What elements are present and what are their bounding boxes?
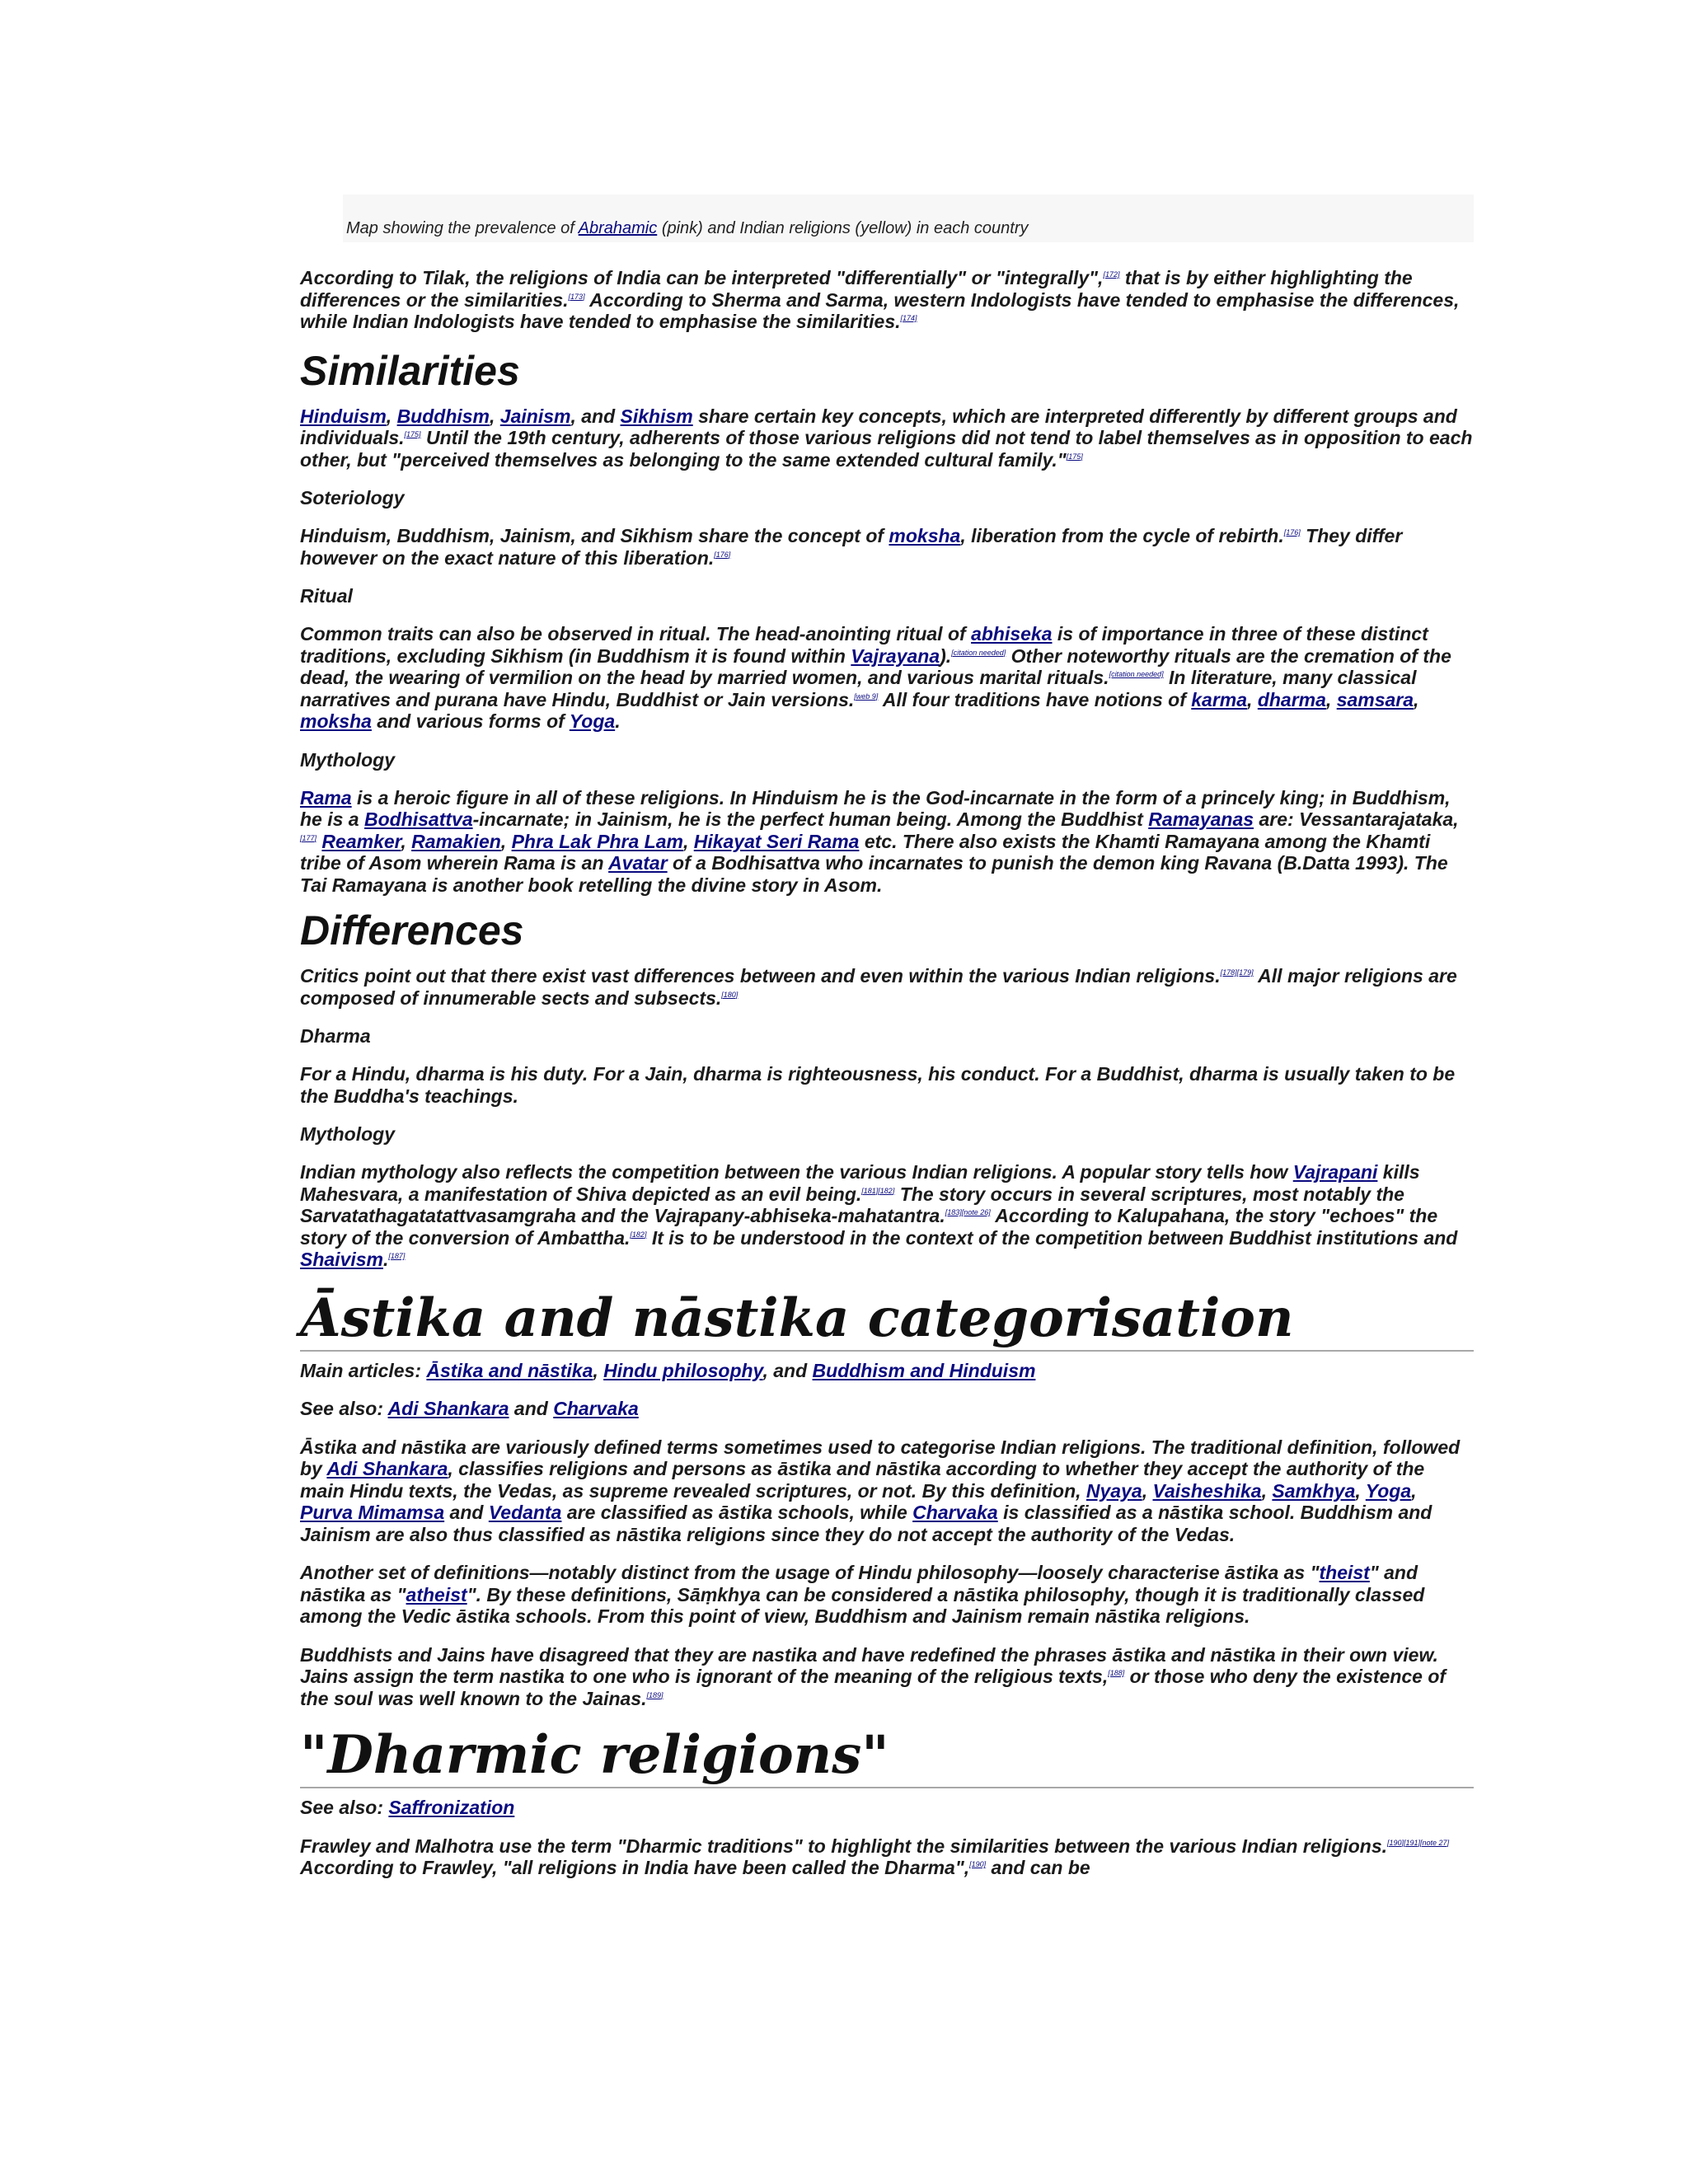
heading-dharmic-religions: "Dharmic religions" xyxy=(300,1726,1474,1788)
heading-astika-nastika: Āstika and nāstika categorisation xyxy=(300,1289,1474,1352)
link-vajrayana[interactable]: Vajrayana xyxy=(851,644,940,667)
link-samsara[interactable]: samsara xyxy=(1336,688,1414,710)
link-buddhism-and-hinduism[interactable]: Buddhism and Hinduism xyxy=(812,1359,1036,1381)
citation-ref[interactable]: [187] xyxy=(388,1252,406,1260)
citation-ref[interactable]: [172] xyxy=(1103,270,1120,279)
citation-ref[interactable]: [190][191][note 27] xyxy=(1387,1838,1450,1847)
citation-ref[interactable]: [180] xyxy=(721,990,738,999)
main-articles-note: Main articles: Āstika and nāstika, Hindu philosophy, and Buddhism and Hinduism xyxy=(300,1359,1036,1381)
link-avatar[interactable]: Avatar xyxy=(608,852,668,874)
astika-paragraph-3: Buddhists and Jains have disagreed that they are nastika and have redefined the phrases āstika and nāstika in their own view. Jains assign the term nastika to one who is ignorant of the meaning of the religious texts,[188] or those who deny the existence of the soul was well known to the Jainas.[189] xyxy=(300,1643,1447,1709)
link-abhiseka[interactable]: abhiseka xyxy=(971,623,1053,644)
citation-ref[interactable]: [174] xyxy=(900,314,917,322)
heading-mythology-differences: Mythology xyxy=(300,1123,395,1145)
dharmic-paragraph: Frawley and Malhotra use the term "Dharmic traditions" to highlight the similarities between the various Indian religions.[190][191][note 27] According to Frawley, "all religions in India have been called the Dharma",[190] and can be xyxy=(300,1835,1450,1878)
link-saffronization[interactable]: Saffronization xyxy=(388,1797,515,1818)
ritual-paragraph: Common traits can also be observed in ritual. The head-anointing ritual of abhiseka is of importance in three of these distinct traditions, excluding Sikhism (in Buddhism it is found within Vajrayana).[citation needed] Other noteworthy rituals are the cremation of the dead, the wearing of vermilion on the head by married women, and various marital rituals.[citation needed] In literature, many classical narratives and purana have Hindu, Buddhist or Jain versions.[web 9] All four traditions have notions of karma, dharma, samsara, moksha and various forms of Yoga. xyxy=(300,623,1451,732)
link-moksha[interactable]: moksha xyxy=(300,710,372,732)
link-vaisheshika[interactable]: Vaisheshika xyxy=(1152,1479,1262,1502)
figure-caption: Map showing the prevalence of Abrahamic (pink) and Indian religions (yellow) in each country xyxy=(346,219,1029,237)
citation-needed[interactable]: [citation needed] xyxy=(951,648,1006,657)
citation-ref[interactable]: [web 9] xyxy=(854,691,879,701)
link-buddhism[interactable]: Buddhism xyxy=(396,405,490,427)
link-vajrapani[interactable]: Vajrapani xyxy=(1292,1161,1378,1183)
link-vedanta[interactable]: Vedanta xyxy=(488,1502,562,1523)
link-samkhya[interactable]: Samkhya xyxy=(1272,1479,1356,1502)
link-charvaka[interactable]: Charvaka xyxy=(553,1398,639,1419)
citation-ref[interactable]: [182] xyxy=(630,1230,647,1239)
astika-paragraph-1: Āstika and nāstika are variously defined terms sometimes used to categorise Indian religions. The traditional definition, followed by Adi Shankara, classifies religions and persons as āstika and nāstika according to whether they accept the authority of the main Hindu texts, the Vedas, as supreme revealed scriptures, or not. By this definition, Nyaya, Vaisheshika, Samkhya, Yoga, Purva Mimamsa and Vedanta are classified as āstika schools, while Charvaka is classified as a nāstika school. Buddhism and Jainism are also thus classified as nāstika religions since they do not accept the authority of the Vedas. xyxy=(300,1436,1461,1545)
citation-ref[interactable]: [176] xyxy=(714,550,731,559)
citation-ref[interactable]: [188] xyxy=(1108,1669,1125,1677)
link-yoga[interactable]: Yoga xyxy=(1365,1479,1412,1502)
astika-paragraph-2: Another set of definitions—notably distinct from the usage of Hindu philosophy—loosely characterise āstika as "theist" and nāstika as "atheist". By these definitions, Sāṃkhya can be considered a nāstika philosophy, though it is traditionally classed among the Vedic āstika schools. From this point of view, Buddhism and Jainism remain nāstika religions. xyxy=(300,1562,1425,1627)
link-yoga[interactable]: Yoga xyxy=(569,710,616,732)
see-also-note: See also: Adi Shankara and Charvaka xyxy=(300,1398,639,1419)
heading-similarities: Similarities xyxy=(300,347,520,394)
link-moksha[interactable]: moksha xyxy=(889,525,961,546)
link-adi-shankara[interactable]: Adi Shankara xyxy=(387,1398,509,1419)
link-nyaya[interactable]: Nyaya xyxy=(1085,1479,1142,1502)
citation-ref[interactable]: [177] xyxy=(300,833,317,842)
link-dharma[interactable]: dharma xyxy=(1257,688,1326,710)
link-rama[interactable]: Rama xyxy=(300,786,352,808)
citation-ref[interactable]: [175] xyxy=(1066,452,1083,461)
citation-ref[interactable]: [178][179] xyxy=(1220,968,1254,977)
link-hindu-philosophy[interactable]: Hindu philosophy xyxy=(603,1359,763,1381)
link-phra-lak-phra-lam[interactable]: Phra Lak Phra Lam xyxy=(511,830,683,852)
citation-ref[interactable]: [176] xyxy=(1283,528,1301,537)
link-sikhism[interactable]: Sikhism xyxy=(620,405,693,427)
citation-ref[interactable]: [189] xyxy=(646,1690,663,1699)
mythology-differences-paragraph: Indian mythology also reflects the competition between the various Indian religions. A popular story tells how Vajrapani kills Mahesvara, a manifestation of Shiva depicted as an evil being.[181][182] The story occurs in several scriptures, most notably the Sarvatathagatatattvasamgraha and the Vajrapany-abhiseka-mahatantra.[183][note 26] According to Kalupahana, the story "echoes" the story of the conversion of Ambattha.[182] It is to be understood in the context of the competition between Buddhist institutions and Shaivism.[187] xyxy=(300,1161,1458,1270)
link-hikayat-seri-rama[interactable]: Hikayat Seri Rama xyxy=(693,830,860,852)
citation-needed[interactable]: [citation needed] xyxy=(1109,670,1164,678)
link-jainism[interactable]: Jainism xyxy=(499,405,571,427)
link-abrahamic[interactable]: Abrahamic xyxy=(578,219,658,237)
heading-soteriology: Soteriology xyxy=(300,487,405,509)
link-shaivism[interactable]: Shaivism xyxy=(300,1249,383,1270)
link-ramakien[interactable]: Ramakien xyxy=(411,830,501,852)
intro-paragraph: According to Tilak, the religions of India can be interpreted "differentially" or "integrally",[172] that is by either highlighting the differences or the similarities.[173] According to Sherma and Sarma, western Indologists have tended to emphasise the differences, while Indian Indologists have tended to emphasise the similarities.[174] xyxy=(300,267,1460,332)
citation-ref[interactable]: [183][note 26] xyxy=(945,1208,991,1216)
link-astika-and-nastika[interactable]: Āstika and nāstika xyxy=(426,1359,593,1381)
link-theist[interactable]: theist xyxy=(1319,1562,1370,1583)
article-content xyxy=(300,267,1474,1879)
link-karma[interactable]: karma xyxy=(1191,688,1248,710)
dharma-paragraph: For a Hindu, dharma is his duty. For a Jain, dharma is righteousness, his conduct. For a Buddhist, dharma is usually taken to be the Buddha's teachings. xyxy=(300,1063,1456,1107)
mythology-paragraph: Rama is a heroic figure in all of these religions. In Hinduism he is the God-incarnate in the form of a princely king; in Buddhism, he is a Bodhisattva-incarnate; in Jainism, he is the perfect human being. Among the Buddhist Ramayanas are: Vessantarajataka,[177] Reamker, Ramakien, Phra Lak Phra Lam, Hikayat Seri Rama etc. There also exists the Khamti Ramayana among the Khamti tribe of Asom wherein Rama is an Avatar of a Bodhisattva who incarnates to punish the demon king Ravana (B.Datta 1993). The Tai Ramayana is another book retelling the divine story in Asom. xyxy=(300,786,1459,896)
link-charvaka[interactable]: Charvaka xyxy=(912,1502,998,1523)
similarities-paragraph: Hinduism, Buddhism, Jainism, and Sikhism share certain key concepts, which are interpreted differently by different groups and individuals.[175] Until the 19th century, adherents of those various religions did not tend to label themselves as in opposition to each other, but "perceived themselves as belonging to the same extended cultural family."[175] xyxy=(300,405,1473,471)
differences-paragraph: Critics point out that there exist vast differences between and even within the various Indian religions.[178][179] All major religions are composed of innumerable sects and subsects.[180] xyxy=(300,965,1457,1009)
link-adi-shankara[interactable]: Adi Shankara xyxy=(326,1458,448,1479)
heading-ritual: Ritual xyxy=(300,585,353,607)
link-hinduism[interactable]: Hinduism xyxy=(300,405,387,427)
heading-dharma: Dharma xyxy=(300,1025,371,1047)
link-ramayanas[interactable]: Ramayanas xyxy=(1148,808,1254,830)
heading-mythology: Mythology xyxy=(300,748,395,771)
link-atheist[interactable]: atheist xyxy=(406,1583,467,1605)
citation-ref[interactable]: [181][182] xyxy=(861,1186,895,1195)
link-reamker[interactable]: Reamker xyxy=(321,830,401,852)
citation-ref[interactable]: [173] xyxy=(568,292,585,301)
soteriology-paragraph: Hinduism, Buddhism, Jainism, and Sikhism share the concept of moksha, liberation from the cycle of rebirth.[176] They differ however on the exact nature of this liberation.[176] xyxy=(300,525,1403,569)
link-purva-mimamsa[interactable]: Purva Mimamsa xyxy=(300,1502,445,1523)
citation-ref[interactable]: [190] xyxy=(969,1860,987,1868)
see-also-saffronization: See also: Saffronization xyxy=(300,1797,515,1818)
link-bodhisattva[interactable]: Bodhisattva xyxy=(363,808,473,830)
heading-differences: Differences xyxy=(300,907,524,954)
citation-ref[interactable]: [175] xyxy=(404,430,421,438)
